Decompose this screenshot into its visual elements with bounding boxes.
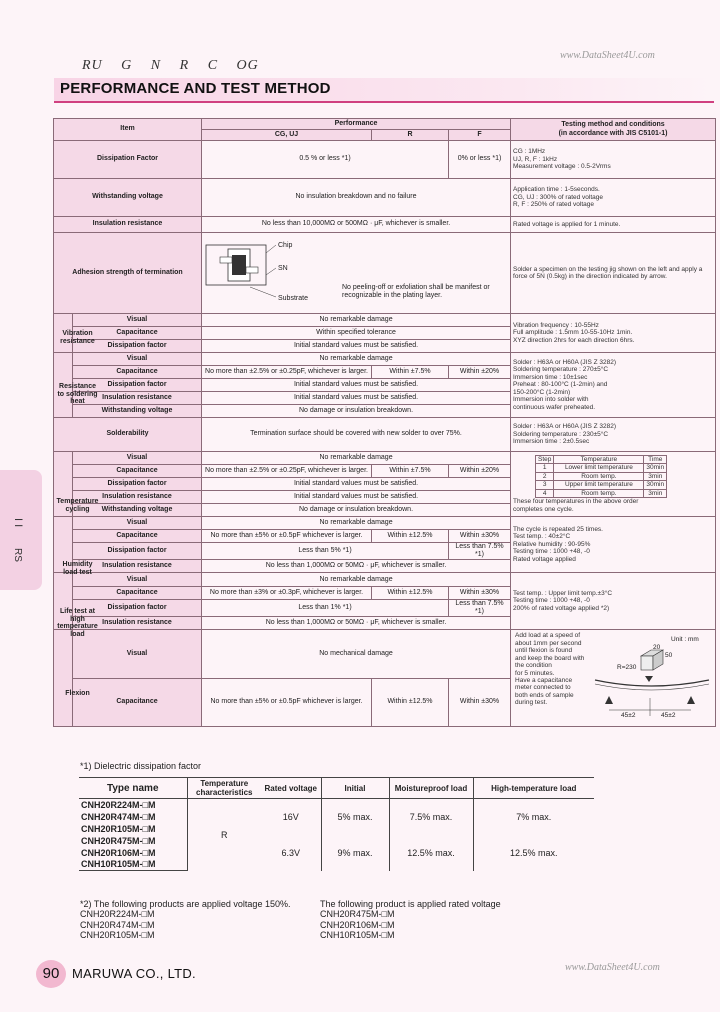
series-labels [82,58,273,74]
step-cell: 30min [644,481,667,489]
perf-soldering-cap-r: Within ±7.5% [372,366,449,379]
dt-header-high: High-temperature load [473,778,594,799]
watermark-bottom: www.DataSheet4U.com [565,962,660,973]
step-cell: Upper limit temperature [554,481,644,489]
test-line: Immersion into solder with [513,396,589,404]
side-tab-text: RS [12,548,23,562]
side-tab-text: I I [12,518,24,528]
test-line: CG, UJ : 300% of rated voltage [513,193,603,201]
test-line: These four temperatures in the above order [513,498,639,506]
test-line: about 1mm per second [515,639,582,647]
test-line: completes one cycle. [513,505,574,513]
flexion-unit: Unit : mm [671,636,699,644]
watermark-top: www.DataSheet4U.com [560,50,655,61]
test-line: The cycle is repeated 25 times. [513,525,603,533]
step-cell: 30min [644,464,667,472]
header-cg-uj: CG, UJ [202,130,372,141]
group-label-temp-cycling: Temperature cycling [56,498,99,513]
test-line: Preheat : 80-100°C (1-2min) and [513,381,608,389]
perf-soldering-insulation: Initial standard values must be satisfied. [202,392,511,405]
sub-dissipation: Dissipation factor [73,379,202,392]
type-name: CNH20R224M-□M [81,799,156,810]
perf-soldering-withstanding: No damage or insulation breakdown. [202,405,511,418]
test-line: Immersion time : 10±1sec [513,373,588,381]
perf-dissipation-f: 0% or less *1) [449,141,511,179]
perf-life-diss-f: Less than 7.5% *1) [449,600,511,617]
type-name: CNH20R475M-□M [81,835,156,846]
test-line: the condition [515,662,552,670]
item-withstanding-voltage: Withstanding voltage [54,179,202,217]
test-line: UJ, R, F : 1kHz [513,155,558,163]
footnote-2-left [80,899,290,940]
cycle-steps-table [535,455,667,498]
test-line: Have a capacitance [515,677,573,684]
footnote-2-item: CNH10R105M-□M [320,930,395,941]
perf-life-diss-cg: Less than 1% *1) [202,600,449,617]
item-dissipation-factor: Dissipation Factor [54,141,202,179]
sub-dissipation: Dissipation factor [73,340,202,353]
flexion-span-left: 45±2 [621,712,636,720]
perf-withstanding: No insulation breakdown and no failure [202,179,511,217]
step-cell: 1 [536,464,554,472]
title-underline [54,101,714,103]
sub-visual: Visual [73,573,202,587]
sub-dissipation: Dissipation factor [73,543,202,560]
label-chip: Chip [278,242,293,249]
perf-insulation: No less than 10,000MΩ or 500MΩ · μF, whichever is smaller. [202,217,511,233]
step-cell: 3min [644,489,667,497]
sub-capacitance: Capacitance [73,587,202,600]
perf-cycling-visual: No remarkable damage [202,452,511,465]
performance-table [53,118,716,727]
test-line: Solder : H63A or H60A (JIS Z 3282) [513,358,616,366]
perf-soldering-dissipation: Initial standard values must be satisfied. [202,379,511,392]
test-line: Rated voltage applied [513,555,576,563]
company-name: MARUWA CO., LTD. [72,966,196,981]
perf-cycling-cap-f: Within ±20% [449,465,511,478]
footnote-2-right [320,899,501,940]
perf-flexion-visual: No mechanical damage [202,630,511,679]
test-line: meter connected to [515,684,571,692]
item-insulation-resistance: Insulation resistance [54,217,202,233]
sub-visual: Visual [73,314,202,327]
group-label-life-test: Life test at high temperature load [57,608,98,639]
sub-capacitance: Capacitance [73,465,202,478]
sub-dissipation: Dissipation factor [73,600,202,617]
test-line: Testing time : 1000 +48, -0 [513,548,590,556]
perf-adhesion: No peeling-off or exfoliation shall be manifest or recognizable in the plating layer. [342,284,490,300]
test-flexion [511,630,716,727]
test-line: Soldering temperature : 230±5°C [513,430,609,438]
test-line: 200% of rated voltage applied *2) [513,604,610,612]
perf-humidity-cap-f: Within ±30% [449,530,511,543]
dt-tc-value: R [187,799,261,871]
footnote-2-item: CNH20R106M-□M [320,919,395,930]
header-f: F [449,130,511,141]
step-cell: Lower limit temperature [554,464,644,472]
test-line: XYZ direction 2hrs for each direction 6hrs. [513,336,635,344]
test-line: for 5 minutes. [515,669,555,677]
step-cell: Room temp. [554,489,644,497]
footnote-2-item: CNH20R474M-□M [80,919,155,930]
group-label-soldering-heat: Resistance to soldering heat [57,383,98,406]
page-number-badge [36,960,66,988]
dt-g1-initial: 5% max. [321,799,389,835]
perf-life-visual: No remarkable damage [202,573,511,587]
perf-life-cap-f: Within ±30% [449,587,511,600]
side-tab [0,470,42,590]
perf-soldering-cap-cg: No more than ±2.5% or ±0.25pF, whichever is larger. [202,366,372,379]
perf-vibration-capacitance: Within specified tolerance [202,327,511,340]
dt-header-tc: Temperature characteristics [187,778,261,799]
perf-soldering-visual: No remarkable damage [202,353,511,366]
label-substrate: Substrate [278,295,308,302]
header-testing [511,119,716,141]
sub-withstanding: Withstanding voltage [73,504,202,517]
dt-header-initial: Initial [321,778,389,799]
perf-humidity-diss-cg: Less than 5% *1) [202,543,449,560]
dt-g1-moist: 7.5% max. [389,799,473,835]
item-adhesion-strength: Adhesion strength of termination [54,233,202,314]
test-life [511,573,716,630]
dt-g2-initial: 9% max. [321,835,389,871]
sub-insulation: Insulation resistance [73,491,202,504]
header-testing-text: Testing method and conditions [561,121,665,129]
footnote-1: *1) Dielectric dissipation factor [80,761,202,771]
test-insulation: Rated voltage is applied for 1 minute. [511,217,716,233]
test-line: and keep the board with [515,654,585,662]
perf-flexion-cap-r: Within ±12.5% [372,678,449,727]
dt-voltage-6v: 6.3V [281,847,300,858]
test-line: Vibration frequency : 10-55Hz [513,321,599,329]
perf-life-cap-cg: No more than ±3% or ±0.3pF, whichever is larger. [202,587,372,600]
label-sn: SN [278,265,288,272]
type-name: CNH20R474M-□M [81,811,156,822]
perf-flexion-cap-cg: No more than ±5% or ±0.5pF whichever is larger. [202,678,372,727]
series-label: RU [82,58,103,73]
item-solderability: Solderability [54,418,202,452]
sub-visual: Visual [73,517,202,530]
series-label: R [179,58,190,73]
sub-visual: Visual [73,630,202,679]
perf-humidity-cap-cg: No more than ±5% or ±0.5pF whichever is larger. [202,530,372,543]
sub-visual: Visual [73,452,202,465]
flexion-dim-20: 20 [653,644,661,652]
test-line: Testing time : 1000 +48, -0 [513,597,590,605]
dt-header-type: Type name [79,778,187,799]
test-line: Full amplitude : 1.5mm 10-55-10Hz 1min. [513,329,633,337]
perf-soldering-cap-f: Within ±20% [449,366,511,379]
test-solderability [511,418,716,452]
test-withstanding [511,179,716,217]
sub-capacitance: Capacitance [73,366,202,379]
test-line: Relative humidity : 90-95% [513,540,591,548]
header-r: R [372,130,449,141]
item-flexion [54,630,73,727]
test-temp-cycling [511,452,716,517]
sub-insulation: Insulation resistance [73,617,202,630]
sub-capacitance: Capacitance [73,530,202,543]
group-label-vibration: Vibration resistance [60,330,95,345]
step-cell: Room temp. [554,472,644,480]
dt-voltage-16v: 16V [282,811,299,822]
header-testing-sub: (in accordance with JIS C5101-1) [558,129,668,137]
sub-capacitance: Capacitance [73,327,202,340]
perf-solderability: Termination surface should be covered with new solder to over 75%. [202,418,511,452]
footnote-2-item: CNH20R224M-□M [80,909,155,920]
footnote-2-title: *2) The following products are applied voltage 150%. [80,899,291,909]
perf-cycling-cap-cg: No more than ±2.5% or ±0.25pF, whichever is larger. [202,465,372,478]
dt-g1-high: 7% max. [473,799,594,835]
perf-cycling-dissipation: Initial standard values must be satisfied. [202,478,511,491]
test-line: Immersion time : 2±0.5sec [513,438,590,446]
perf-vibration-visual: No remarkable damage [202,314,511,327]
series-label: C [207,58,219,73]
group-label-flexion: Flexion [65,690,90,697]
perf-humidity-cap-r: Within ±12.5% [372,530,449,543]
flexion-dim-50: 50 [665,652,673,660]
steps-header: Step [536,456,554,464]
perf-flexion-cap-f: Within ±30% [449,678,511,727]
dissipation-factor-table [79,777,594,871]
sub-visual: Visual [73,353,202,366]
dt-g2-moist: 12.5% max. [389,835,473,871]
footnote-2-right-title: The following product is applied rated voltage [320,899,501,909]
dt-header-moist: Moistureproof load [389,778,473,799]
test-dissipation [511,141,716,179]
adhesion-diagram-cell [202,233,511,314]
test-vibration [511,314,716,353]
perf-cycling-cap-r: Within ±7.5% [372,465,449,478]
group-label-humidity: Humidity load test [62,561,93,576]
test-soldering-heat [511,353,716,418]
perf-humidity-diss-f: Less than 7.5% *1) [449,543,511,560]
test-line: R, F : 250% of rated voltage [513,201,594,209]
test-line: Soldering temperature : 270±5°C [513,366,609,374]
test-line: 150-200°C (1-2min) [513,388,571,396]
test-adhesion: Solder a specimen on the testing jig shown on the left and apply a force of 5N (0.5kg) in the direction indicated by arrow. [511,233,716,314]
test-line: both ends of sample [515,691,574,699]
dt-header-voltage: Rated voltage [261,778,321,799]
sub-insulation: Insulation resistance [73,392,202,405]
adhesion-jig-diagram [202,233,511,313]
perf-dissipation-cg: 0.5 % or less *1) [202,141,449,179]
perf-cycling-insulation: Initial standard values must be satisfied. [202,491,511,504]
type-name: CNH10R105M-□M [79,859,187,871]
step-cell: 2 [536,472,554,480]
header-item: Item [54,119,202,141]
perf-humidity-visual: No remarkable damage [202,517,511,530]
test-line: continuous wafer preheated. [513,403,596,411]
perf-vibration-dissipation: Initial standard values must be satisfied. [202,340,511,353]
page-number: 90 [42,965,60,982]
sub-dissipation: Dissipation factor [73,478,202,491]
page-title: PERFORMANCE AND TEST METHOD [60,80,331,97]
series-label: N [150,58,162,73]
series-label: OG [236,58,259,73]
perf-cycling-withstanding: No damage or insulation breakdown. [202,504,511,517]
step-cell: 4 [536,489,554,497]
flexion-text [515,632,584,707]
test-line: CG : 1MHz [513,148,546,156]
perf-humidity-insulation: No less than 1,000MΩ or 50MΩ · μF, whichever is smaller. [202,560,511,573]
step-cell: 3 [536,481,554,489]
footnote-2-item: CNH20R105M-□M [80,930,155,941]
footnote-2-item: CNH20R475M-□M [320,909,395,920]
test-line: Solder : H63A or H60A (JIS Z 3282) [513,423,616,431]
sub-capacitance: Capacitance [73,678,202,727]
title-banner [54,78,714,101]
flexion-radius: R=230 [617,664,637,672]
test-line: Add load at a speed of [515,632,581,640]
test-line: until flexion is found [515,647,573,655]
perf-life-insulation: No less than 1,000MΩ or 50MΩ · μF, whichever is smaller. [202,617,511,630]
series-label: G [121,58,133,73]
test-line: Test temp. : 40±2°C [513,533,571,541]
type-name: CNH20R105M-□M [81,823,156,834]
test-line: Application time : 1-5seconds. [513,186,600,194]
dt-g2-high: 12.5% max. [473,835,594,871]
step-cell: 3min [644,472,667,480]
test-line: Test temp. : Upper limit temp.±3°C [513,589,613,597]
sub-withstanding: Withstanding voltage [73,405,202,418]
test-humidity [511,517,716,573]
steps-header: Time [644,456,667,464]
type-name: CNH20R106M-□M [81,847,156,858]
header-performance: Performance [202,119,511,130]
sub-insulation: Insulation resistance [73,560,202,573]
perf-life-cap-r: Within ±12.5% [372,587,449,600]
test-line: Measurement voltage : 0.5-2Vrms [513,163,611,171]
flexion-span-right: 45±2 [661,712,676,720]
steps-header: Temperature [554,456,644,464]
test-line: during test. [515,699,548,707]
